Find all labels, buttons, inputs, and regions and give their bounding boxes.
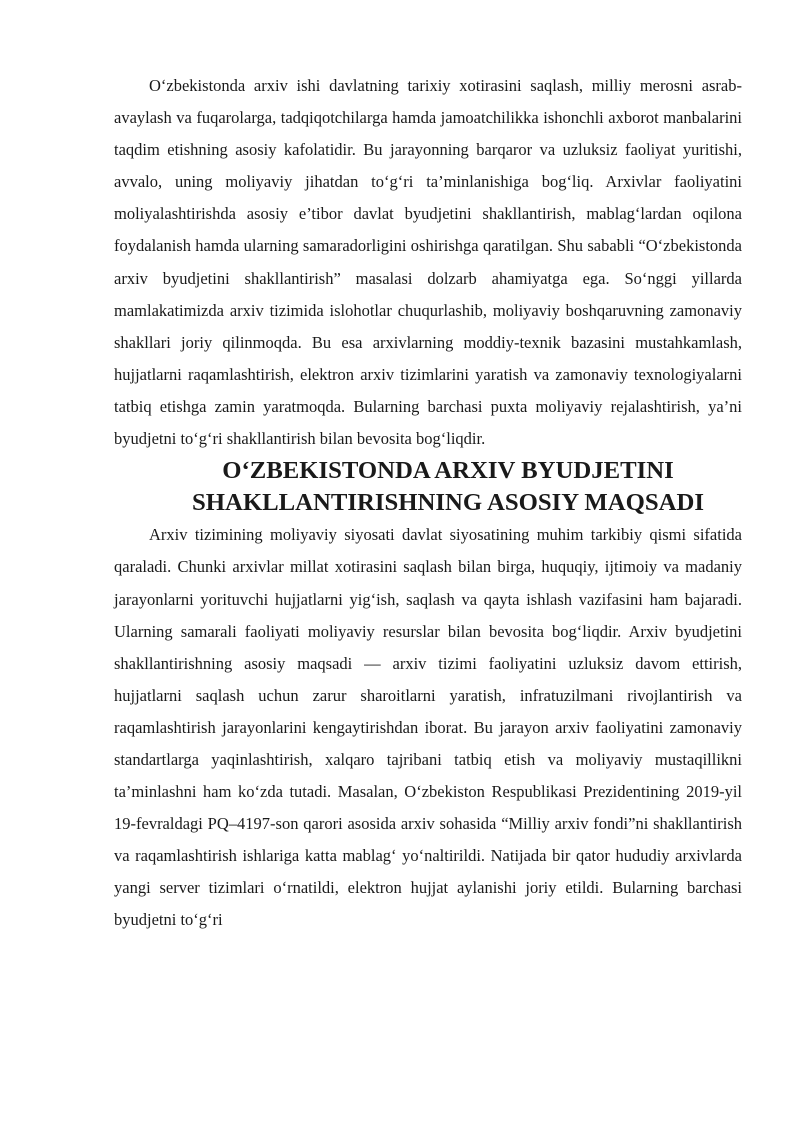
body-paragraph-section: Arxiv tizimining moliyaviy siyosati davlat siyosatining muhim tarkibiy qismi sifatida qaraladi. Chunki arxivlar millat xotirasini saqlash bilan birga, huquqiy, ijtimoiy va madaniy jarayonlarni yorituvchi hujjatlarni yig‘ish, saqlash va qayta ishlash vazifasini ham bajaradi. Ularning samarali faoliyati moliyaviy resurslar bilan bevosita bog‘liqdir. Arxiv byudjetini shakllantirishning asosiy maqsadi — arxiv tizimi faoliyatini uzluksiz davom ettirish, hujjatlarni saqlash uchun zarur sharoitlarni yaratish, infratuzilmani rivojlantirish va raqamlashtirish jarayonlarini kengaytirishdan iborat. Bu jarayon arxiv faoliyatini zamonaviy standartlarga yaqinlashtirish, xalqaro tajribani tatbiq etish va moliyaviy mustaqillikni ta’minlashni ham ko‘zda tutadi. Masalan, O‘zbekiston Respublikasi Prezidentining 2019-yil 19-fevraldagi PQ–4197-son qarori asosida arxiv sohasida “Milliy arxiv fondi”ni shakllantirish va raqamlashtirish ishlariga katta mablag‘ yo‘naltirildi. Natijada bir qator hududiy arxivlarda yangi server tizimlari o‘rnatildi, elektron hujjat aylanishi joriy etildi. Bularning barchasi byudjetni to‘g‘ri bbox=[114, 525, 742, 930]
section-heading: O‘ZBEKISTONDA ARXIV BYUDJETINI SHAKLLANTIRISHNING ASOSIY MAQSADI bbox=[191, 457, 705, 517]
document-page bbox=[114, 70, 742, 937]
body-paragraph-intro: O‘zbekistonda arxiv ishi davlatning tarixiy xotirasini saqlash, milliy merosni asrab-avaylash va fuqarolarga, tadqiqotchilarga hamda jamoatchilikka ishonchli axborot manbalarini taqdim etishning asosiy kafolatidir. Bu jarayonning barqaror va uzluksiz faoliyat yuritishi, avvalo, uning moliyaviy jihatdan to‘g‘ri ta’minlanishiga bog‘liq. Arxivlar faoliyatini moliyalashtirishda asosiy e’tibor davlat byudjetini shakllantirish, mablag‘lardan oqilona foydalanish hamda ularning samaradorligini oshirishga qaratilgan. Shu sababli “O‘zbekistonda arxiv byudjetini shakllantirish” masalasi dolzarb ahamiyatga ega. So‘nggi yillarda mamlakatimizda arxiv tizimida islohotlar chuqurlashib, moliyaviy boshqaruvning zamonaviy shakllari joriy qilinmoqda. Bu esa arxivlarning moddiy-texnik bazasini mustahkamlash, hujjatlarni raqamlashtirish, elektron arxiv tizimlarini yaratish va zamonaviy texnologiyalarni tatbiq etishga zamin yaratmoqda. Bularning barchasi puxta moliyaviy rejalashtirish, ya’ni byudjetni to‘g‘ri shakllantirish bilan bevosita bog‘liqdir. bbox=[114, 76, 742, 449]
